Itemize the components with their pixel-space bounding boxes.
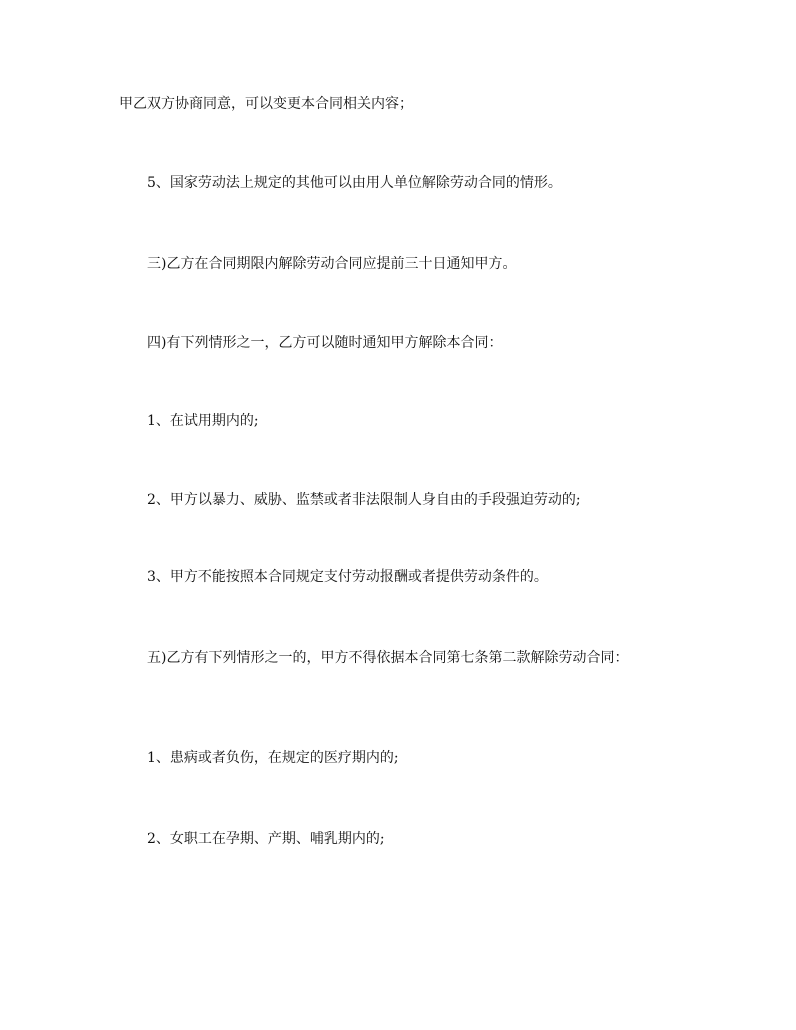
paragraph-section-5-heading: 五)乙方有下列情形之一的，甲方不得依据本合同第七条第二款解除劳动合同： [147, 650, 629, 666]
paragraph-section-4-heading: 四)有下列情形之一，乙方可以随时通知甲方解除本合同： [147, 335, 503, 351]
paragraph-item-5-other-circumstances: 5、国家劳动法上规定的其他可以由用人单位解除劳动合同的情形。 [147, 175, 562, 191]
paragraph-item-1-probation: 1、在试用期内的; [147, 413, 259, 429]
paragraph-section-3-notice: 三)乙方在合同期限内解除劳动合同应提前三十日通知甲方。 [147, 256, 517, 272]
paragraph-contract-change: 甲乙双方协商同意，可以变更本合同相关内容； [119, 96, 413, 112]
paragraph-item-2-maternity: 2、女职工在孕期、产期、哺乳期内的; [147, 831, 385, 847]
paragraph-item-3-payment: 3、甲方不能按照本合同规定支付劳动报酬或者提供劳动条件的。 [147, 569, 548, 585]
paragraph-item-1-illness: 1、患病或者负伤，在规定的医疗期内的; [147, 750, 399, 766]
paragraph-item-2-forced-labor: 2、甲方以暴力、威胁、监禁或者非法限制人身自由的手段强迫劳动的; [147, 492, 581, 508]
